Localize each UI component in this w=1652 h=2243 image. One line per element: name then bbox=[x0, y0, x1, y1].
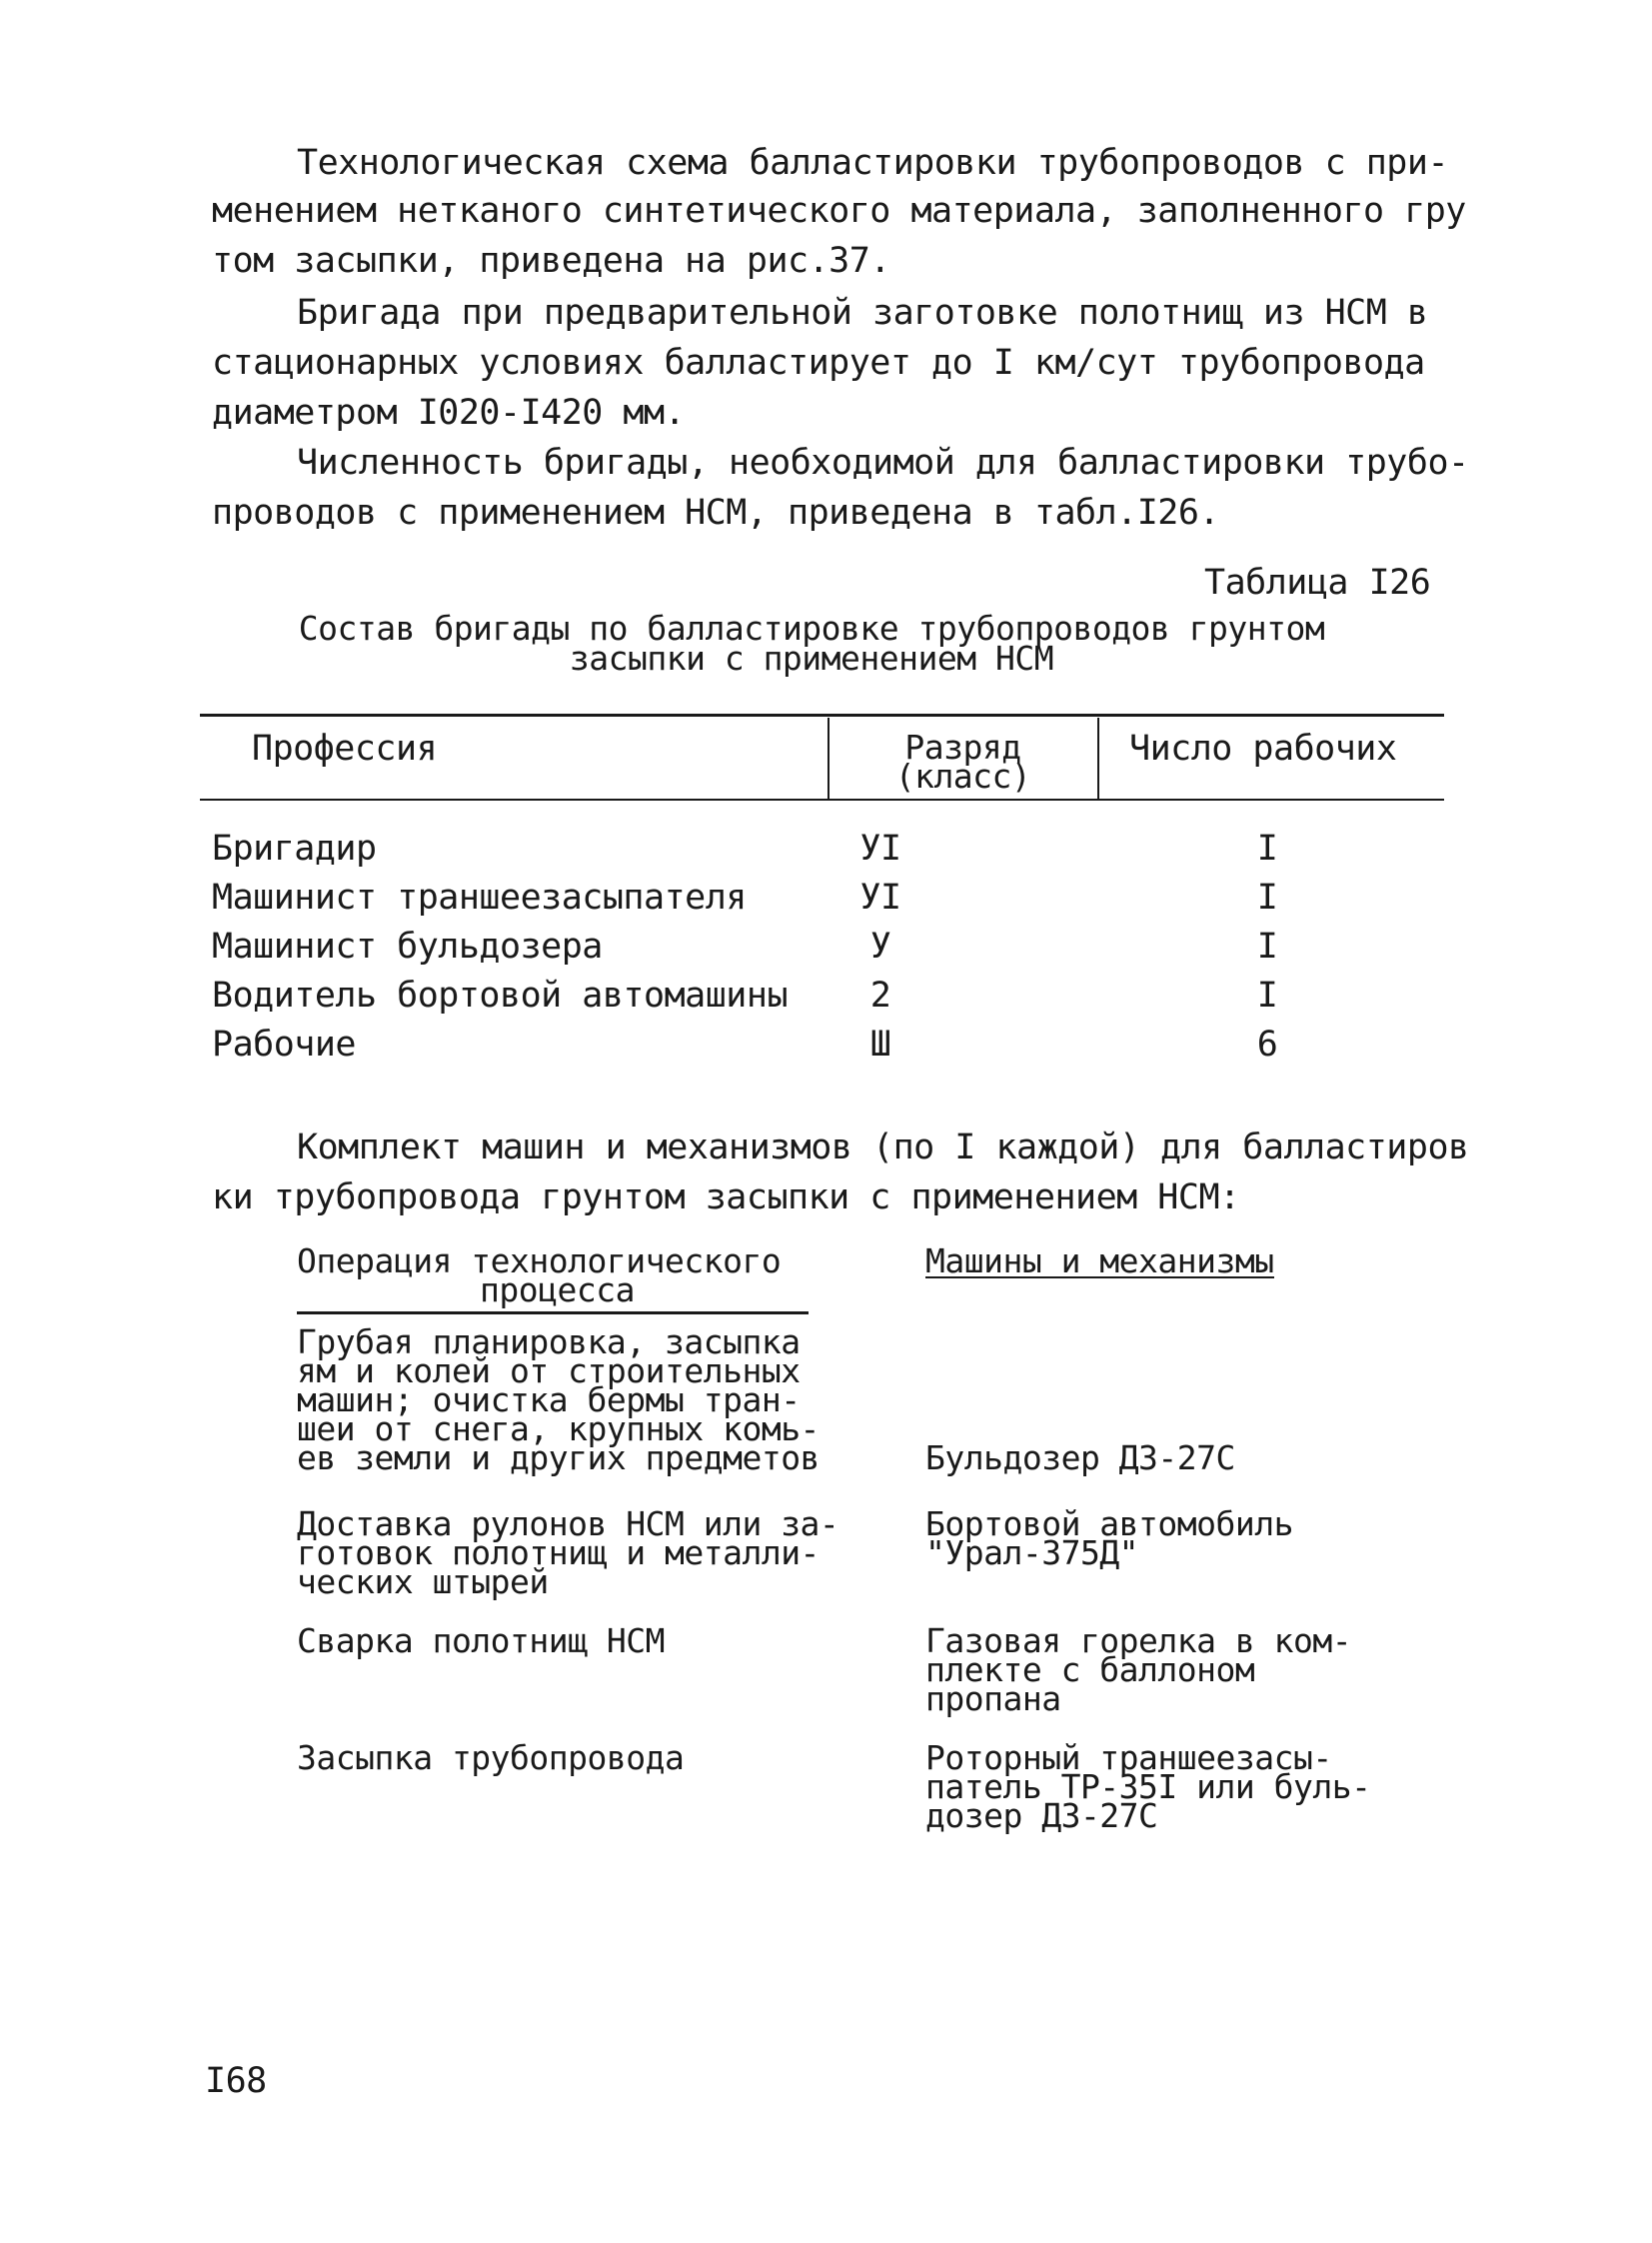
intro-p2-line-2: стационарных условиях балластирует до I км/сут трубопровода bbox=[212, 343, 1425, 383]
machine-line: Роторный траншеезасы- bbox=[925, 1738, 1332, 1777]
intro-p3-line-2: проводов с применением НСМ, приведена в табл.I26. bbox=[212, 493, 1220, 533]
intro-p3-line-1: Численность бригады, необходимой для балластировки трубо- bbox=[297, 443, 1469, 483]
table-col-divider-1 bbox=[827, 718, 829, 800]
machines-intro-line-2: ки трубопровода грунтом засыпки с применением НСМ: bbox=[212, 1177, 1240, 1217]
row-workers: 6 bbox=[1256, 1025, 1278, 1065]
operation-line: Засыпка трубопровода bbox=[297, 1738, 685, 1777]
row-workers: I bbox=[1256, 829, 1278, 869]
row-grade: УI bbox=[859, 829, 901, 869]
header-machines: Машины и механизмы bbox=[925, 1241, 1274, 1280]
row-grade: У bbox=[869, 927, 891, 967]
row-workers: I bbox=[1256, 878, 1278, 918]
machine-line: пропана bbox=[925, 1679, 1061, 1718]
row-profession: Рабочие bbox=[212, 1025, 357, 1065]
intro-p2-line-3: диаметром I020-I420 мм. bbox=[212, 393, 686, 433]
intro-p2-line-1: Бригада при предварительной заготовке полотнищ из НСМ в bbox=[297, 293, 1428, 333]
header-operation-line-2: процесса bbox=[480, 1270, 635, 1309]
row-grade: 2 bbox=[869, 976, 891, 1016]
row-profession: Машинист бульдозера bbox=[212, 927, 603, 967]
table-title-line-1: Состав бригады по балластировке трубопроводов грунтом bbox=[298, 609, 1325, 648]
machine-line: плекте с баллоном bbox=[925, 1650, 1255, 1689]
operation-line: шеи от снега, крупных комь- bbox=[297, 1409, 820, 1448]
table-col-divider-2 bbox=[1097, 718, 1099, 800]
header-workers: Число рабочих bbox=[1129, 729, 1397, 769]
machine-line: "Урал-375Д" bbox=[925, 1533, 1139, 1572]
row-grade: Ш bbox=[869, 1025, 891, 1065]
machine-line: Бульдозер ДЗ-27С bbox=[925, 1438, 1235, 1477]
row-profession: Машинист траншеезасыпателя bbox=[212, 878, 747, 918]
header-grade-line-1: Разряд bbox=[904, 728, 1021, 767]
operation-line: Грубая планировка, засыпка bbox=[297, 1322, 801, 1361]
machine-line: Газовая горелка в ком- bbox=[925, 1621, 1352, 1660]
header-operation-line-1: Операция технологического bbox=[297, 1241, 782, 1280]
table-label: Таблица I26 bbox=[1204, 563, 1431, 603]
table-title-line-2: засыпки с применением НСМ bbox=[569, 639, 1054, 678]
header-grade-line-2: (класс) bbox=[894, 757, 1031, 796]
machine-line: патель ТР-35I или буль- bbox=[925, 1767, 1371, 1806]
row-grade: УI bbox=[859, 878, 901, 918]
operation-line: машин; очистка бермы тран- bbox=[297, 1380, 801, 1419]
table-header-rule bbox=[200, 799, 1444, 801]
machines-intro-line-1: Комплект машин и механизмов (по I каждой) для балластиров bbox=[297, 1127, 1469, 1167]
operation-line: ев земли и других предметов bbox=[297, 1438, 820, 1477]
operation-line: Сварка полотнищ НСМ bbox=[297, 1621, 665, 1660]
row-profession: Бригадир bbox=[212, 829, 377, 869]
operation-line: Доставка рулонов НСМ или за- bbox=[297, 1504, 839, 1543]
operation-line: готовок полотнищ и металли- bbox=[297, 1533, 820, 1572]
machine-line: Бортовой автомобиль bbox=[925, 1504, 1293, 1543]
operation-line: ям и колей от строительных bbox=[297, 1351, 801, 1390]
header-operation-underline bbox=[297, 1311, 809, 1314]
page-number: I68 bbox=[205, 2061, 267, 2101]
row-workers: I bbox=[1256, 976, 1278, 1016]
intro-p1-line-2: менением нетканого синтетического материала, заполненного гру bbox=[212, 191, 1466, 231]
machine-line: дозер ДЗ-27С bbox=[925, 1796, 1158, 1835]
header-profession: Профессия bbox=[252, 729, 438, 769]
operation-line: ческих штырей bbox=[297, 1562, 549, 1601]
row-workers: I bbox=[1256, 927, 1278, 967]
intro-p1-line-1: Технологическая схема балластировки трубопроводов с при- bbox=[297, 143, 1449, 183]
table-top-rule bbox=[200, 714, 1444, 717]
intro-p1-line-3: том засыпки, приведена на рис.37. bbox=[212, 241, 890, 281]
row-profession: Водитель бортовой автомашины bbox=[212, 976, 789, 1016]
